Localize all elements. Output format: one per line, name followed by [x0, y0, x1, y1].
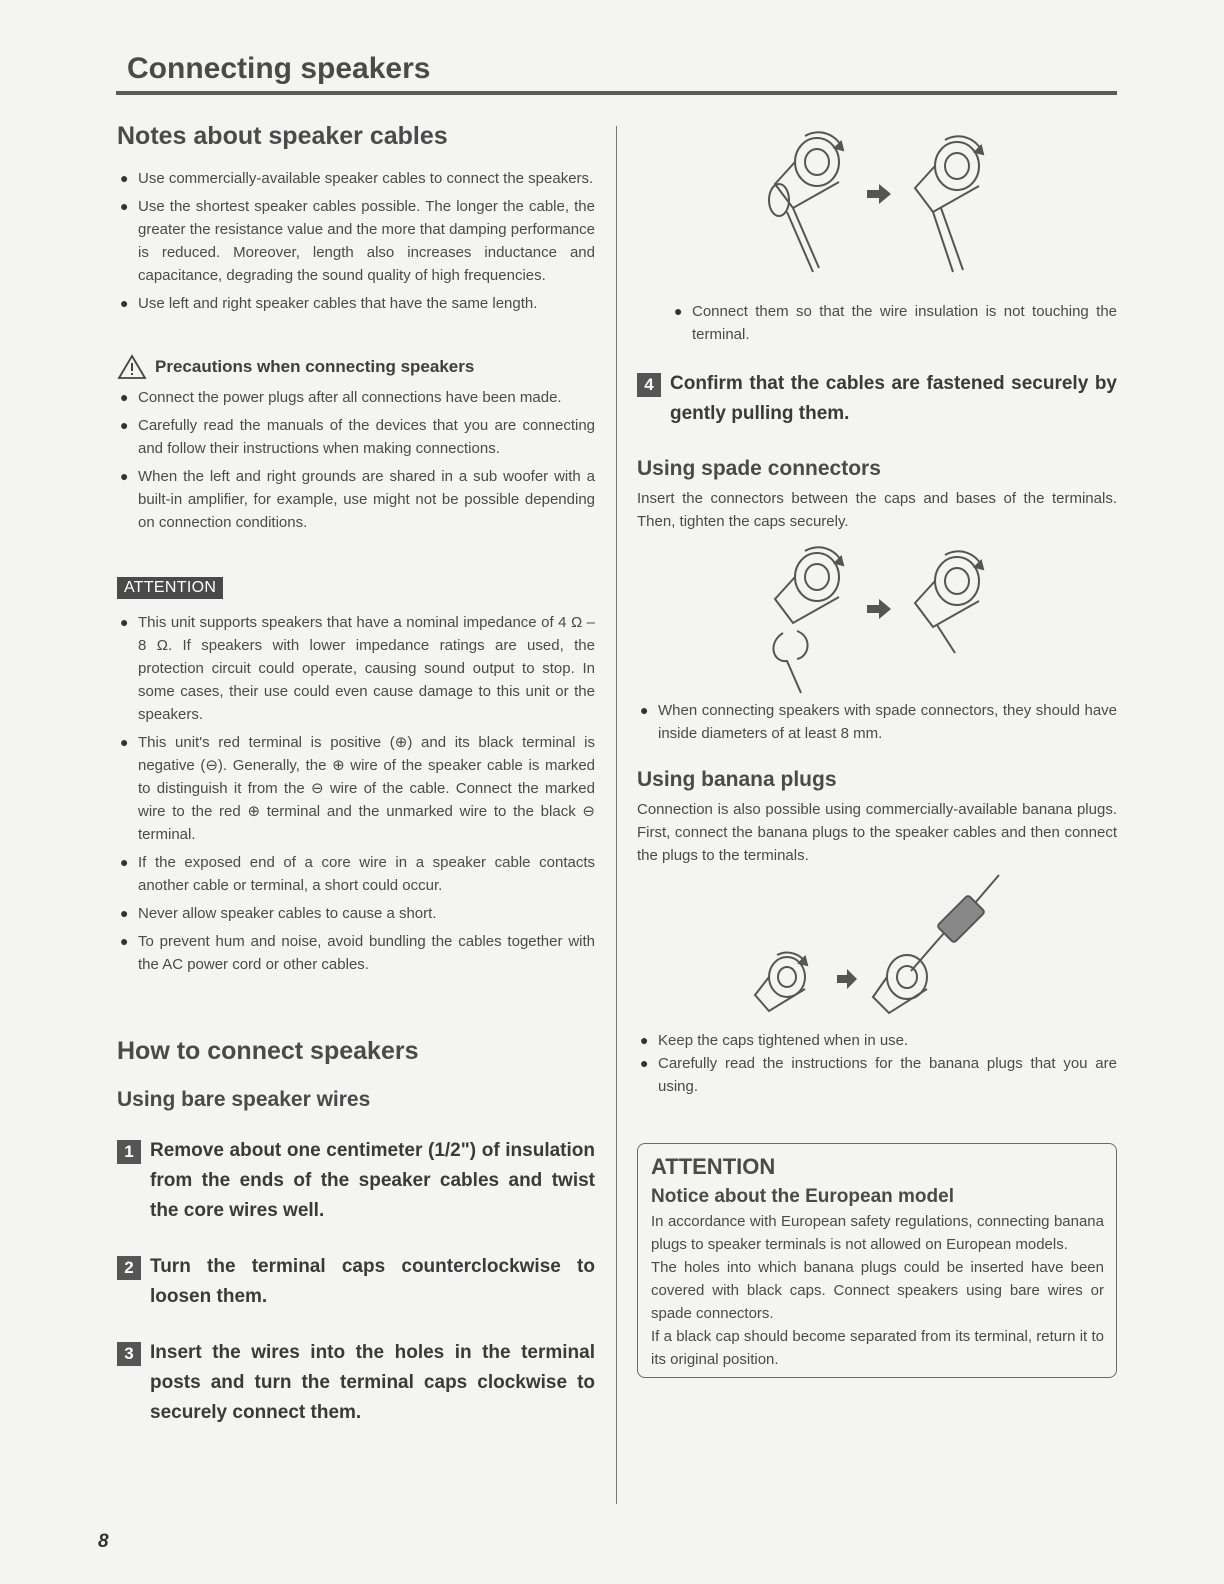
right-column: [637, 122, 1117, 1378]
banana-plug-illustration: [727, 867, 1027, 1027]
column-divider: [616, 126, 617, 1504]
bare-wires-subheading: Using bare speaker wires: [117, 1088, 371, 1111]
list-item: ● Use the shortest speaker cables possible. The longer the cable, the greater the resistance value and the more that damping performance is reduced. Moreover, length also increases inductance and capacitance, degrading the sound quality of high frequencies.: [117, 195, 595, 287]
bullet-icon: ●: [120, 417, 129, 433]
list-item: ● When connecting speakers with spade connectors, they should have inside diameters of at least 8 mm.: [637, 699, 1117, 745]
list-item: ● This unit supports speakers that have a nominal impedance of 4 Ω – 8 Ω. If speakers with lower impedance ratings are used, the protection circuit could operate, causing sound output to stop. In some cases, their use could even cause damage to this unit or the speakers.: [117, 611, 595, 726]
precautions-list: [117, 386, 595, 534]
bullet-icon: ●: [640, 1032, 649, 1048]
box-paragraph: If a black cap should become separated from its terminal, return it to its original position.: [651, 1328, 1104, 1368]
bullet-icon: ●: [120, 389, 129, 405]
notes-heading: Notes about speaker cables: [117, 122, 448, 150]
list-item: ● Carefully read the manuals of the devices that you are connecting and follow their instructions when making connections.: [117, 414, 595, 460]
spade-notes: [637, 699, 1117, 745]
step-number: 1: [117, 1140, 141, 1164]
step-number: 3: [117, 1342, 141, 1366]
list-item: ● If the exposed end of a core wire in a speaker cable contacts another cable or terminal, a short could occur.: [117, 851, 595, 897]
list-item: ● Use left and right speaker cables that have the same length.: [117, 292, 595, 315]
list-item: ● Connect them so that the wire insulation is not touching the terminal.: [671, 300, 1117, 346]
box-subtitle: Notice about the European model: [651, 1186, 954, 1207]
warning-icon: [117, 354, 147, 380]
page-number: 8: [98, 1531, 109, 1552]
banana-heading: Using banana plugs: [637, 768, 837, 791]
page-title: Connecting speakers: [127, 52, 431, 85]
bullet-icon: ●: [120, 170, 129, 186]
spade-heading: Using spade connectors: [637, 457, 881, 480]
step-number: 2: [117, 1256, 141, 1280]
bare-wire-notes: [671, 300, 1117, 346]
bullet-icon: ●: [120, 933, 129, 949]
bullet-icon: ●: [640, 702, 649, 718]
bullet-icon: ●: [120, 734, 129, 750]
bullet-icon: ●: [120, 614, 129, 630]
bullet-icon: ●: [120, 854, 129, 870]
banana-text: Connection is also possible using commercially-available banana plugs. First, connect the banana plugs to the speaker cables and then connect the plugs to the terminals.: [637, 801, 1117, 864]
bullet-icon: ●: [120, 295, 129, 311]
box-paragraph: The holes into which banana plugs could be inserted have been covered with black caps. Connect speakers using bare wires or spade connectors.: [651, 1259, 1104, 1322]
step-3: 3 Insert the wires into the holes in the terminal posts and turn the terminal caps clockwise to securely connect them.: [117, 1338, 595, 1428]
box-paragraph: In accordance with European safety regulations, connecting banana plugs to speaker terminals is not allowed on European models.: [651, 1213, 1104, 1253]
list-item: ● Keep the caps tightened when in use.: [637, 1029, 1117, 1052]
list-item: ● To prevent hum and noise, avoid bundling the cables together with the AC power cord or other cables.: [117, 930, 595, 976]
bullet-icon: ●: [674, 303, 683, 319]
bullet-icon: ●: [120, 198, 129, 214]
bullet-icon: ●: [640, 1055, 649, 1071]
attention-list: [117, 611, 595, 976]
step-2: 2 Turn the terminal caps counterclockwise to loosen them.: [117, 1252, 595, 1312]
banana-notes: [637, 1029, 1117, 1098]
list-item: ● Never allow speaker cables to cause a short.: [117, 902, 595, 925]
title-rule: [116, 91, 1117, 95]
step-number: 4: [637, 373, 661, 397]
list-item: ● Use commercially-available speaker cables to connect the speakers.: [117, 167, 595, 190]
bullet-icon: ●: [120, 468, 129, 484]
list-item: ● Connect the power plugs after all connections have been made.: [117, 386, 595, 409]
how-to-heading: How to connect speakers: [117, 1037, 419, 1065]
list-item: ● When the left and right grounds are shared in a sub woofer with a built-in amplifier, for example, use might not be possible depending on connection conditions.: [117, 465, 595, 534]
bare-wire-illustration: [727, 122, 1027, 294]
list-item: ● This unit's red terminal is positive (⊕) and its black terminal is negative (⊖). Generally, the ⊕ wire of the speaker cable is marked to distinguish it from the ⊖ wire of the cable. Connect the marked wire to the red ⊕ terminal and the unmarked wire to the black ⊖ terminal.: [117, 731, 595, 846]
notes-list: [117, 167, 595, 315]
box-title: ATTENTION: [651, 1154, 776, 1179]
precautions-heading: Precautions when connecting speakers: [117, 354, 595, 380]
list-item: ● Carefully read the instructions for the banana plugs that you are using.: [637, 1052, 1117, 1098]
bullet-icon: ●: [120, 905, 129, 921]
step-4: 4 Confirm that the cables are fastened securely by gently pulling them.: [637, 369, 1117, 429]
spade-text: Insert the connectors between the caps and bases of the terminals. Then, tighten the caps securely.: [637, 490, 1117, 530]
left-column: [117, 122, 595, 1428]
spade-illustration: [727, 533, 1027, 697]
attention-label: ATTENTION: [117, 577, 223, 599]
step-1: 1 Remove about one centimeter (1/2") of insulation from the ends of the speaker cables and twist the core wires well.: [117, 1136, 595, 1226]
european-attention-box: [637, 1143, 1117, 1378]
